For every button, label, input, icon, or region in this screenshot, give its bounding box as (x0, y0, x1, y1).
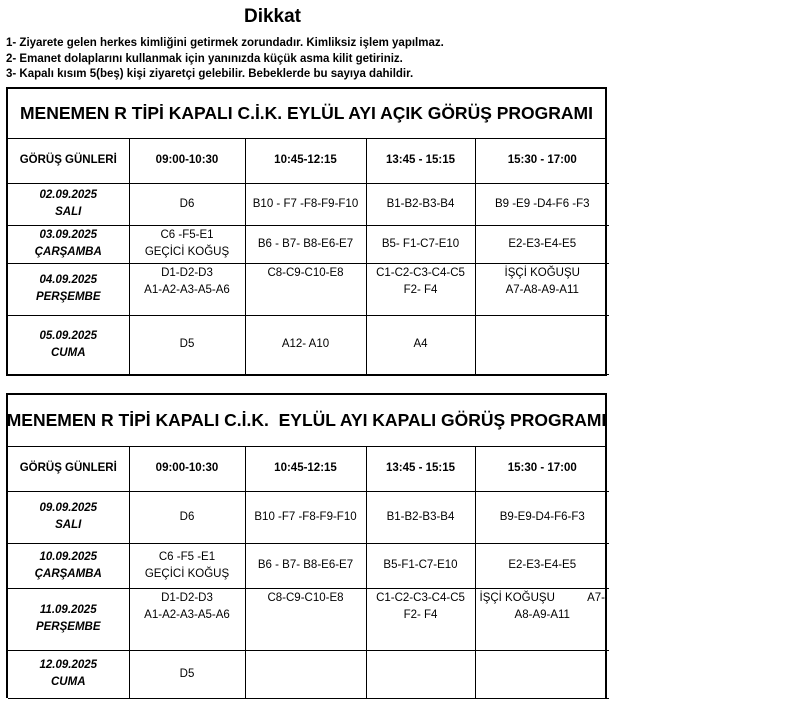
slot-cell (366, 263, 475, 315)
rule-3: 3- Kapalı kısım 5(beş) kişi ziyaretçi gelebilir. Bebeklerde bu sayıya dahildir. (6, 68, 414, 80)
slot-cell (245, 543, 366, 588)
table-row (8, 225, 609, 263)
day-cell (8, 315, 129, 374)
header-cell: 10:45-12:15 (245, 139, 366, 183)
slot-cell (129, 588, 245, 650)
slot-cell (366, 543, 475, 588)
slot-line: A7-A8-A9-A11 (505, 283, 579, 296)
slot-cell (129, 491, 245, 543)
slot-line: D1-D2-D3 (161, 591, 213, 604)
day-name: SALI (55, 519, 82, 531)
day-cell (8, 225, 129, 263)
day-name: PERŞEMBE (35, 291, 101, 303)
slot-line: C6 -F5-E1 (160, 229, 214, 241)
closed-schedule-table (8, 447, 609, 699)
slot-cell-empty (366, 650, 475, 698)
table-header-row (8, 139, 609, 183)
closed-schedule-title: MENEMEN R TİPİ KAPALI C.İ.K. EYLÜL AYI KAPALI GÖRÜŞ PROGRAMI (8, 395, 605, 447)
slot-line: İŞÇİ KOĞUŞU (504, 266, 580, 279)
header-cell: 15:30 - 17:00 (475, 447, 609, 491)
slot-line: B10 -F7 -F8-F9-F10 (254, 510, 357, 523)
slot-line: C6 -F5 -E1 (158, 550, 216, 563)
day-date: 11.09.2025 (39, 604, 97, 616)
table-row (8, 491, 609, 543)
slot-line: F2- F4 (403, 608, 438, 621)
slot-cell (245, 225, 366, 263)
table-header-row (8, 447, 609, 491)
slot-cell (475, 491, 609, 543)
slot-line: C8-C9-C10-E8 (267, 266, 344, 279)
slot-cell (245, 263, 366, 315)
table-row (8, 650, 609, 698)
header-cell: 13:45 - 15:15 (366, 447, 475, 491)
table-row (8, 588, 609, 650)
slot-cell (366, 491, 475, 543)
slot-cell (129, 315, 245, 374)
slot-cell (129, 225, 245, 263)
day-date: 02.09.2025 (39, 189, 98, 201)
slot-cell-empty (245, 650, 366, 698)
open-schedule-table (8, 139, 609, 375)
slot-line: F2- F4 (403, 283, 438, 296)
day-cell (8, 543, 129, 588)
slot-line: C1-C2-C3-C4-C5 (376, 266, 465, 279)
slot-line: A1-A2-A3-A5-A6 (144, 608, 230, 621)
slot-cell (129, 183, 245, 225)
slot-cell (129, 543, 245, 588)
table-row (8, 315, 609, 374)
slot-line: GEÇİCİ KOĞUŞ (144, 246, 230, 258)
day-name: SALI (55, 206, 82, 218)
slot-line: B9 -E9 -D4-F6 -F3 (494, 197, 590, 210)
slot-line: E2-E3-E4-E5 (508, 237, 577, 250)
slot-cell (245, 315, 366, 374)
header-cell: 10:45-12:15 (245, 447, 366, 491)
open-visit-schedule (6, 87, 607, 376)
slot-cell (366, 183, 475, 225)
slot-cell (475, 543, 609, 588)
closed-visit-schedule (6, 393, 607, 698)
day-date: 05.09.2025 (39, 329, 98, 342)
day-name: ÇARŞAMBA (34, 567, 102, 580)
open-schedule-title: MENEMEN R TİPİ KAPALI C.İ.K. EYLÜL AYI AÇIK GÖRÜŞ PROGRAMI (8, 89, 605, 139)
slot-line: B10 - F7 -F8-F9-F10 (252, 197, 359, 210)
slot-cell (475, 225, 609, 263)
table-row (8, 263, 609, 315)
notice-title: Dikkat (243, 6, 302, 27)
slot-line: D5 (179, 667, 195, 680)
day-date: 10.09.2025 (39, 550, 98, 563)
header-cell: GÖRÜŞ GÜNLERİ (8, 139, 129, 183)
day-date: 03.09.2025 (39, 229, 98, 241)
slot-line: A1-A2-A3-A5-A6 (144, 283, 230, 296)
slot-cell (245, 491, 366, 543)
rule-2: 2- Emanet dolaplarını kullanmak için yanınızda küçük asma kilit getiriniz. (6, 52, 403, 65)
day-cell (8, 183, 129, 225)
day-name: CUMA (51, 676, 86, 688)
slot-line: İŞÇİ KOĞUŞU (479, 591, 555, 604)
slot-line: B6 - B7- B8-E6-E7 (257, 559, 354, 571)
table-row (8, 183, 609, 225)
slot-cell (245, 183, 366, 225)
slot-cell (129, 263, 245, 315)
rule-1: 1- Ziyarete gelen herkes kimliğini getirmek zorundadır. Kimliksiz işlem yapılmaz. (6, 37, 444, 49)
slot-line: A4 (413, 338, 428, 350)
day-name: ÇARŞAMBA (34, 246, 102, 258)
slot-line: D6 (179, 197, 195, 210)
slot-line: B6 - B7- B8-E6-E7 (257, 237, 354, 250)
slot-cell-empty (475, 650, 609, 698)
slot-cell (129, 650, 245, 698)
day-name: PERŞEMBE (35, 621, 101, 633)
slot-cell (245, 588, 366, 650)
slot-line: B1-B2-B3-B4 (386, 197, 455, 210)
day-date: 12.09.2025 (39, 659, 98, 671)
slot-cell (366, 225, 475, 263)
slot-line: A8-A9-A11 (514, 608, 570, 621)
slot-cell (475, 183, 609, 225)
slot-line: GEÇİCİ KOĞUŞ (144, 567, 230, 580)
slot-line: C1-C2-C3-C4-C5 (376, 591, 465, 604)
slot-line: A7- (587, 591, 605, 604)
header-cell: 09:00-10:30 (129, 139, 245, 183)
slot-line: C8-C9-C10-E8 (267, 591, 344, 604)
slot-line: A12- A10 (281, 338, 330, 350)
day-date: 04.09.2025 (39, 274, 98, 286)
day-cell (8, 588, 129, 650)
slot-line: E2-E3-E4-E5 (508, 559, 577, 571)
slot-line: B5- F1-C7-E10 (381, 237, 460, 250)
day-cell (8, 650, 129, 698)
slot-cell (475, 263, 609, 315)
slot-cell (366, 315, 475, 374)
slot-cell (475, 588, 609, 650)
day-cell (8, 491, 129, 543)
notice-rules (6, 36, 444, 83)
slot-line: B5-F1-C7-E10 (383, 559, 458, 571)
slot-cell (366, 588, 475, 650)
slot-cell-empty (475, 315, 609, 374)
slot-line: D6 (179, 510, 195, 523)
day-date: 09.09.2025 (39, 502, 98, 514)
slot-line: B9-E9-D4-F6-F3 (499, 510, 585, 523)
header-cell: 13:45 - 15:15 (366, 139, 475, 183)
header-cell: 15:30 - 17:00 (475, 139, 609, 183)
header-cell: 09:00-10:30 (129, 447, 245, 491)
slot-line: B1-B2-B3-B4 (386, 510, 455, 523)
header-cell: GÖRÜŞ GÜNLERİ (8, 447, 129, 491)
day-cell (8, 263, 129, 315)
slot-line: D1-D2-D3 (161, 266, 213, 279)
slot-line: D5 (179, 338, 195, 350)
table-row (8, 543, 609, 588)
day-name: CUMA (51, 346, 86, 359)
slot-split-line (478, 590, 608, 607)
